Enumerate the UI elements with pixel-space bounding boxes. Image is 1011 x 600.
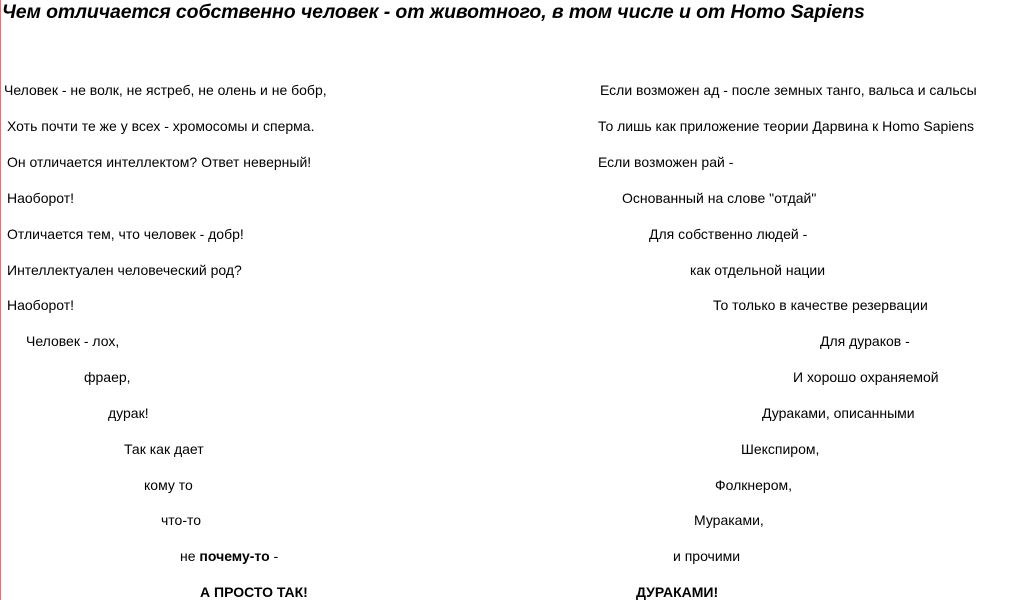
right-line-8: Для дураков - xyxy=(820,333,910,349)
right-line-13: Мураками, xyxy=(694,512,764,528)
left-line-2: Хоть почти те же у всех - хромосомы и сперма. xyxy=(7,118,315,134)
left-line-7: Наоборот! xyxy=(7,297,75,313)
right-line-9: И хорошо охраняемой xyxy=(793,369,939,385)
left-line-8: Человек - лох, xyxy=(26,333,120,349)
left-line-14-suffix: - xyxy=(269,548,279,564)
right-final-line: ДУРАКАМИ! xyxy=(636,584,719,600)
left-line-14-emphasis: почему-то xyxy=(199,548,270,564)
left-line-4: Наоборот! xyxy=(7,190,75,206)
left-line-1: Человек - не волк, не ястреб, не олень и не бобр, xyxy=(4,82,327,98)
left-line-3: Он отличается интеллектом? Ответ неверный! xyxy=(7,154,312,170)
left-line-14 xyxy=(180,548,278,564)
right-line-2: То лишь как приложение теории Дарвина к Homo Sapiens xyxy=(598,118,974,134)
right-line-4: Основанный на слове "отдай" xyxy=(622,190,817,206)
left-line-11: Так как дает xyxy=(124,441,204,457)
left-line-5: Отличается тем, что человек - добр! xyxy=(7,226,244,242)
right-line-6: как отдельной нации xyxy=(690,262,826,278)
right-line-12: Фолкнером, xyxy=(715,477,793,493)
right-line-7: То только в качестве резервации xyxy=(713,297,928,313)
left-line-6: Интеллектуален человеческий род? xyxy=(7,262,242,278)
right-line-3: Если возможен рай - xyxy=(598,154,734,170)
left-border xyxy=(0,0,1,600)
left-line-9: фраер, xyxy=(84,369,131,385)
right-line-1: Если возможен ад - после земных танго, вальса и сальсы xyxy=(600,82,977,98)
left-final-line: А ПРОСТО ТАК! xyxy=(200,584,308,600)
left-line-14-prefix: не xyxy=(180,548,200,564)
right-line-10: Дураками, описанными xyxy=(762,405,915,421)
poem-title: Чем отличается собственно человек - от животного, в том числе и от Homo Sapiens xyxy=(2,1,865,23)
right-line-5: Для собственно людей - xyxy=(649,226,808,242)
left-line-10: дурак! xyxy=(108,405,149,421)
left-line-13: что-то xyxy=(161,512,202,528)
left-line-12: кому то xyxy=(144,477,193,493)
right-line-11: Шекспиром, xyxy=(741,441,820,457)
right-line-14: и прочими xyxy=(673,548,741,564)
